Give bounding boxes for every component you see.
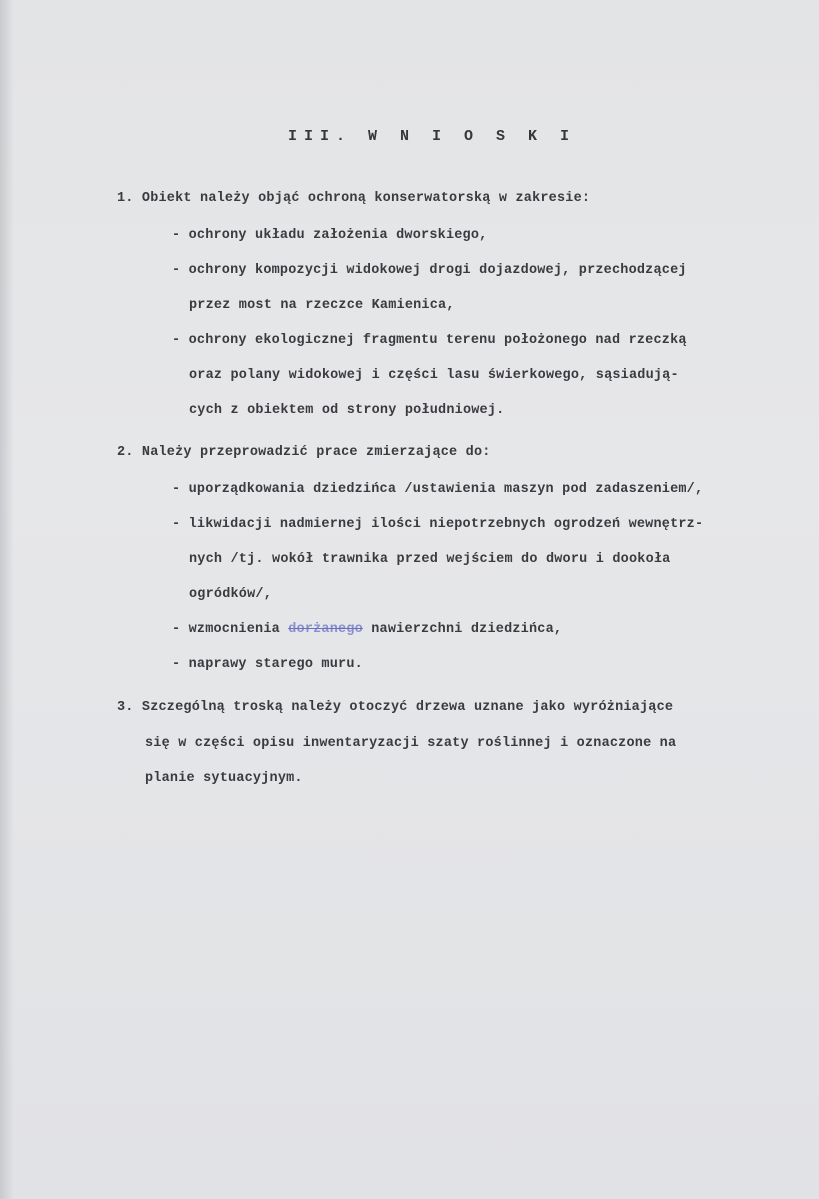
- point-2-item-cont: nych /tj. wokół trawnika przed wejściem do dworu i dookoła: [189, 552, 671, 567]
- point-2-item: - naprawy starego muru.: [172, 657, 363, 672]
- point-3-cont: się w części opisu inwentaryzacji szaty roślinnej i oznaczone na: [145, 736, 677, 751]
- point-1-item-cont: cych z obiektem od strony południowej.: [189, 403, 505, 418]
- point-2-item: - likwidacji nadmiernej ilości niepotrzebnych ogrodzeń wewnętrz-: [172, 517, 704, 532]
- point-3-cont: planie sytuacyjnym.: [145, 771, 303, 786]
- point-3-heading: 3. Szczególną troską należy otoczyć drzewa uznane jako wyróżniające: [117, 700, 674, 715]
- point-1-item: - ochrony ekologicznej fragmentu terenu położonego nad rzeczką: [172, 333, 687, 348]
- point-1-item: - ochrony kompozycji widokowej drogi dojazdowej, przechodzącej: [172, 263, 687, 278]
- section-title: III. W N I O S K I: [288, 128, 577, 145]
- point-1-item-cont: przez most na rzeczce Kamienica,: [189, 298, 455, 313]
- strengthening-prefix: - wzmocnienia: [172, 622, 289, 637]
- strengthening-suffix: nawierzchni dziedzińca,: [371, 622, 563, 637]
- point-2-item-cont: ogródków/,: [189, 587, 273, 602]
- point-1-item-cont: oraz polany widokowej i części lasu świerkowego, sąsiadują-: [189, 368, 679, 383]
- point-2-heading: 2. Należy przeprowadzić prace zmierzające do:: [117, 445, 491, 460]
- crossed-out-word: dorżanego: [288, 622, 363, 637]
- point-1-heading: 1. Obiekt należy objąć ochroną konserwatorską w zakresie:: [117, 191, 591, 206]
- point-1-item: - ochrony układu założenia dworskiego,: [172, 228, 488, 243]
- point-2-item-strengthening: [172, 622, 562, 637]
- point-2-item: - uporządkowania dziedzińca /ustawienia maszyn pod zadaszeniem/,: [172, 482, 704, 497]
